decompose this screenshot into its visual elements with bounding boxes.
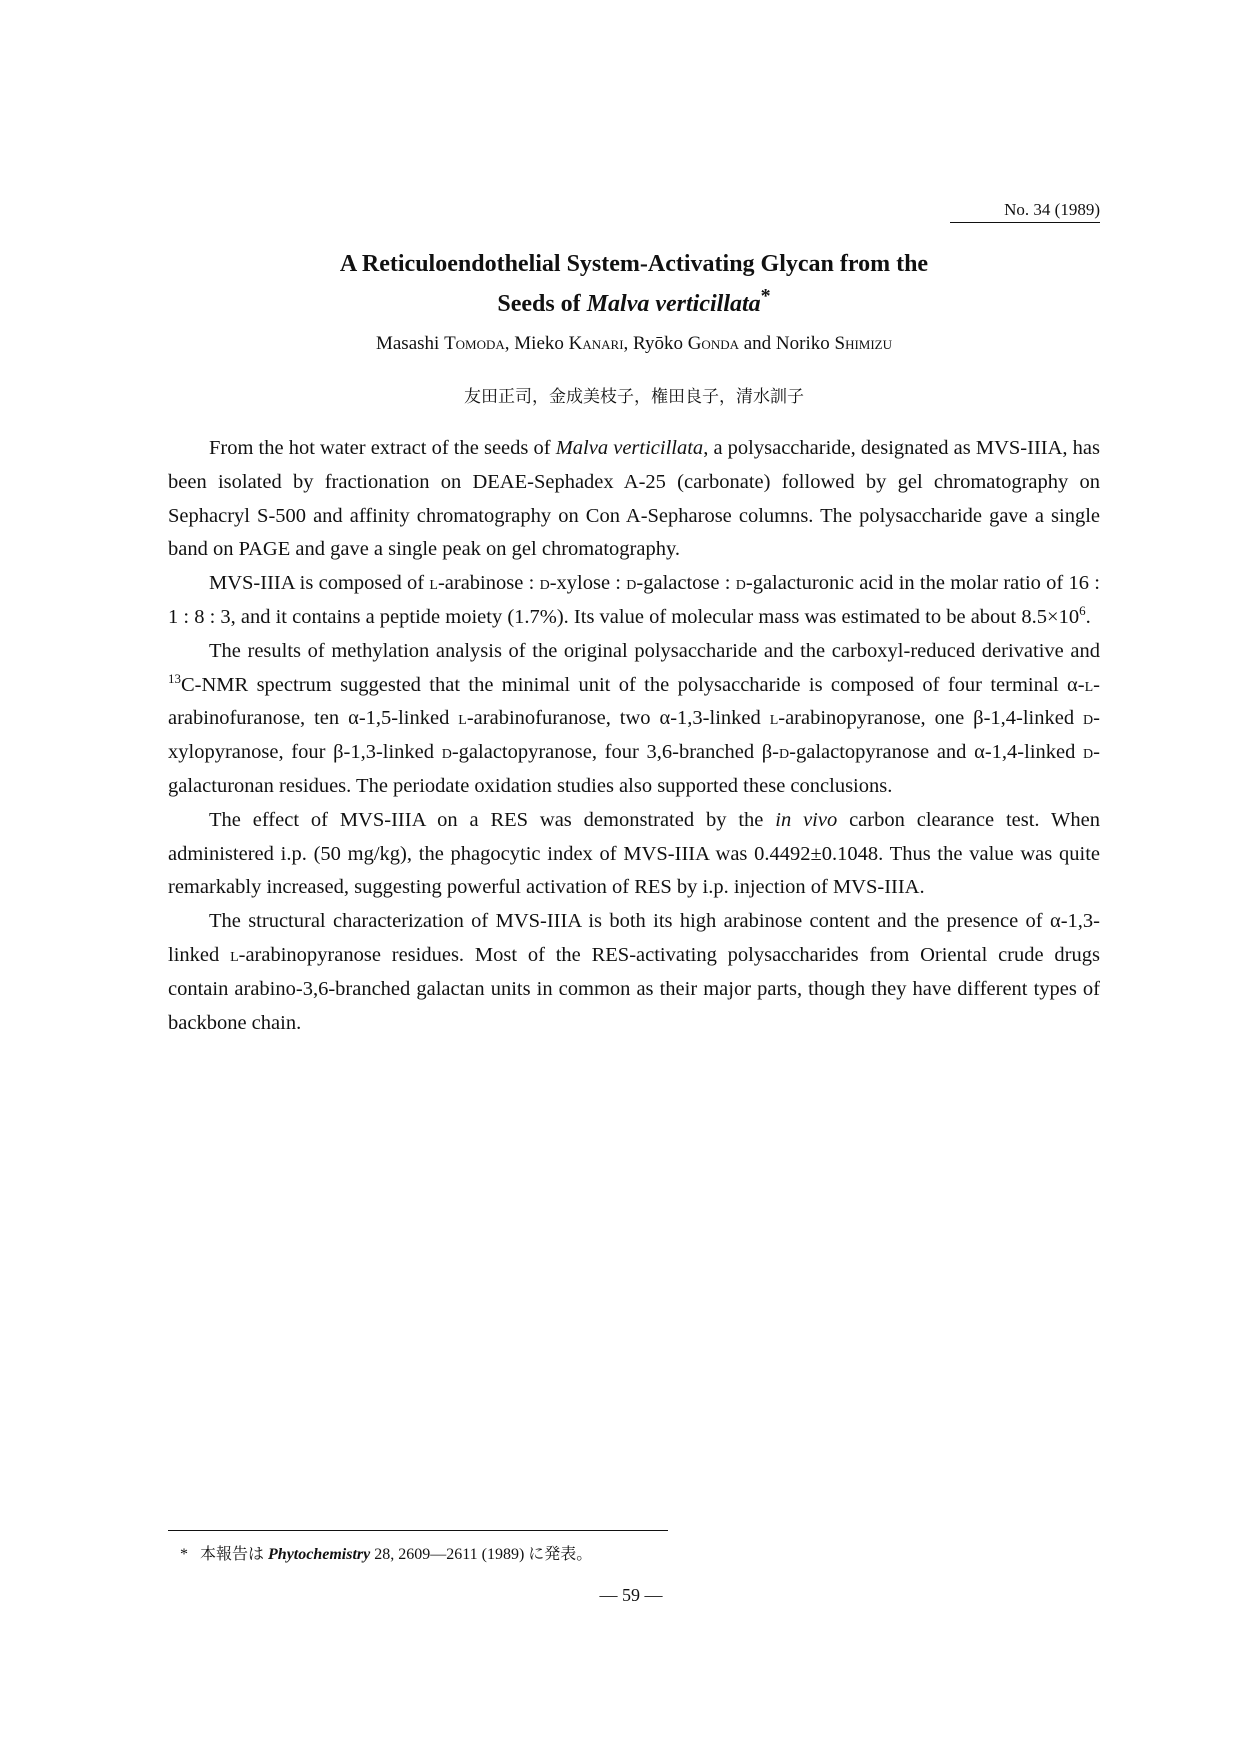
title-line-1: A Reticuloendothelial System-Activating Glycan from the (339, 251, 929, 277)
text-run: -xylopyranose, four β-1,3-linked (168, 707, 1100, 764)
abstract-body (168, 432, 1100, 1040)
text-run: -galactose : (636, 572, 736, 595)
text-run: 6 (1079, 603, 1086, 619)
author-family-name: Tomoda (444, 333, 505, 354)
text-run: The results of methylation analysis of the original polysaccharide and the carboxyl-reduced derivative and (209, 639, 1100, 662)
author-separator: , (504, 333, 515, 354)
text-run: l (230, 943, 239, 966)
text-run: in vivo (775, 808, 838, 831)
paragraph (168, 635, 1100, 804)
text-run: -galactopyranose and α-1,4-linked (789, 741, 1084, 764)
text-run: l (429, 572, 438, 595)
text-run: l (1084, 673, 1094, 696)
text-run: l (769, 707, 779, 730)
title-line-2 (168, 280, 1100, 320)
text-run: The effect of MVS-IIIA on a RES was demonstrated by the (209, 808, 776, 831)
text-run: d (626, 572, 637, 595)
footnote (180, 1541, 592, 1564)
text-run: , a polysaccharide, designated as MVS-IIIA, has been isolated by fractionation on DEAE-Sephadex A-25 (carbonate) followed by gel chromatography on Sephacryl S-500 and affinity chromatography on Con A-Sepharose columns. The polysaccharide gave a single band on PAGE and gave a single peak on gel chromatography. (168, 437, 1100, 561)
author-family-name: Gonda (687, 333, 739, 354)
text-run: d (779, 741, 790, 764)
paper-title (168, 248, 1100, 320)
paragraph (168, 567, 1100, 635)
text-run: -arabinopyranose residues. Most of the RES-activating polysaccharides from Oriental crude drugs contain arabino-3,6-branched galactan units in common as their major parts, though they have different types of backbone chain. (168, 943, 1100, 1034)
issue-header: No. 34 (1989) (950, 200, 1100, 223)
author-given-name: Masashi (375, 333, 445, 354)
text-run: carbon clearance test. When administered i.p. (50 mg/kg), the phagocytic index of MVS-IIIA was 0.4492±0.1048. Thus the value was quite remarkably increased, suggesting powerful activation of RES by i.p. injection of MVS-IIIA. (168, 808, 1101, 899)
text-run: -galacturonan residues. The periodate oxidation studies also supported these conclusions. (168, 741, 1100, 797)
author-list-japanese: 友田正司，金成美枝子，権田良子，清水訓子 (464, 387, 804, 407)
author-list (168, 333, 1100, 355)
text-run: d (1083, 707, 1094, 730)
text-run: -galactopyranose, four 3,6-branched β- (451, 741, 780, 764)
text-run: C-NMR spectrum suggested that the minimal unit of the polysaccharide is composed of four terminal α- (181, 673, 1085, 696)
text-run: . (1085, 605, 1091, 628)
author-family-name: Kanari (568, 333, 624, 354)
paragraph (168, 804, 1100, 905)
text-run: d (539, 572, 550, 595)
author-separator: , (623, 333, 634, 354)
author-given-name: Mieko (514, 333, 569, 354)
text-run: -galacturonic acid in the molar ratio of 16 : 1 : 8 : 3, and it contains a peptide moiety (1.7%). Its value of molecular mass was estimated to be about 8.5×10 (168, 572, 1100, 628)
text-run: d (1083, 741, 1094, 764)
footnote-pre: 本報告は (200, 1546, 269, 1563)
author-separator: and (738, 333, 776, 354)
title-footnote-marker: * (760, 285, 771, 307)
text-run: From the hot water extract of the seeds of (209, 437, 556, 459)
text-run: l (458, 707, 467, 730)
paragraph (168, 432, 1100, 567)
text-run: d (441, 741, 452, 764)
text-run: The structural characterization of MVS-IIIA is both its high arabinose content and the presence of α-1,3-linked (168, 910, 1100, 966)
text-run: -arabinopyranose, one β-1,4-linked (778, 707, 1084, 730)
text-run: Malva verticillata (555, 437, 704, 459)
text-run: -arabinofuranose, two α-1,3-linked (466, 707, 770, 730)
text-run: -xylose : (549, 572, 627, 595)
text-run: MVS-IIIA is composed of (209, 572, 430, 595)
author-given-name: Noriko (775, 333, 835, 354)
paragraph (168, 905, 1100, 1040)
text-run: 13 (168, 670, 181, 686)
footnote-journal: Phytochemistry (268, 1546, 371, 1563)
page-number: — 59 — (599, 1585, 663, 1605)
text-run: d (735, 572, 746, 595)
title-prefix: Seeds of (497, 291, 587, 317)
text-run: -arabinofuranose, ten α-1,5-linked (168, 673, 1100, 730)
author-family-name: Shimizu (834, 333, 893, 354)
author-given-name: Ryōko (633, 333, 688, 354)
footnote-divider (168, 1530, 668, 1531)
text-run: -arabinose : (437, 572, 540, 595)
footnote-marker: * (180, 1546, 188, 1563)
title-species: Malva verticillata (586, 291, 761, 317)
footnote-post: 28, 2609—2611 (1989) に発表。 (370, 1546, 593, 1563)
